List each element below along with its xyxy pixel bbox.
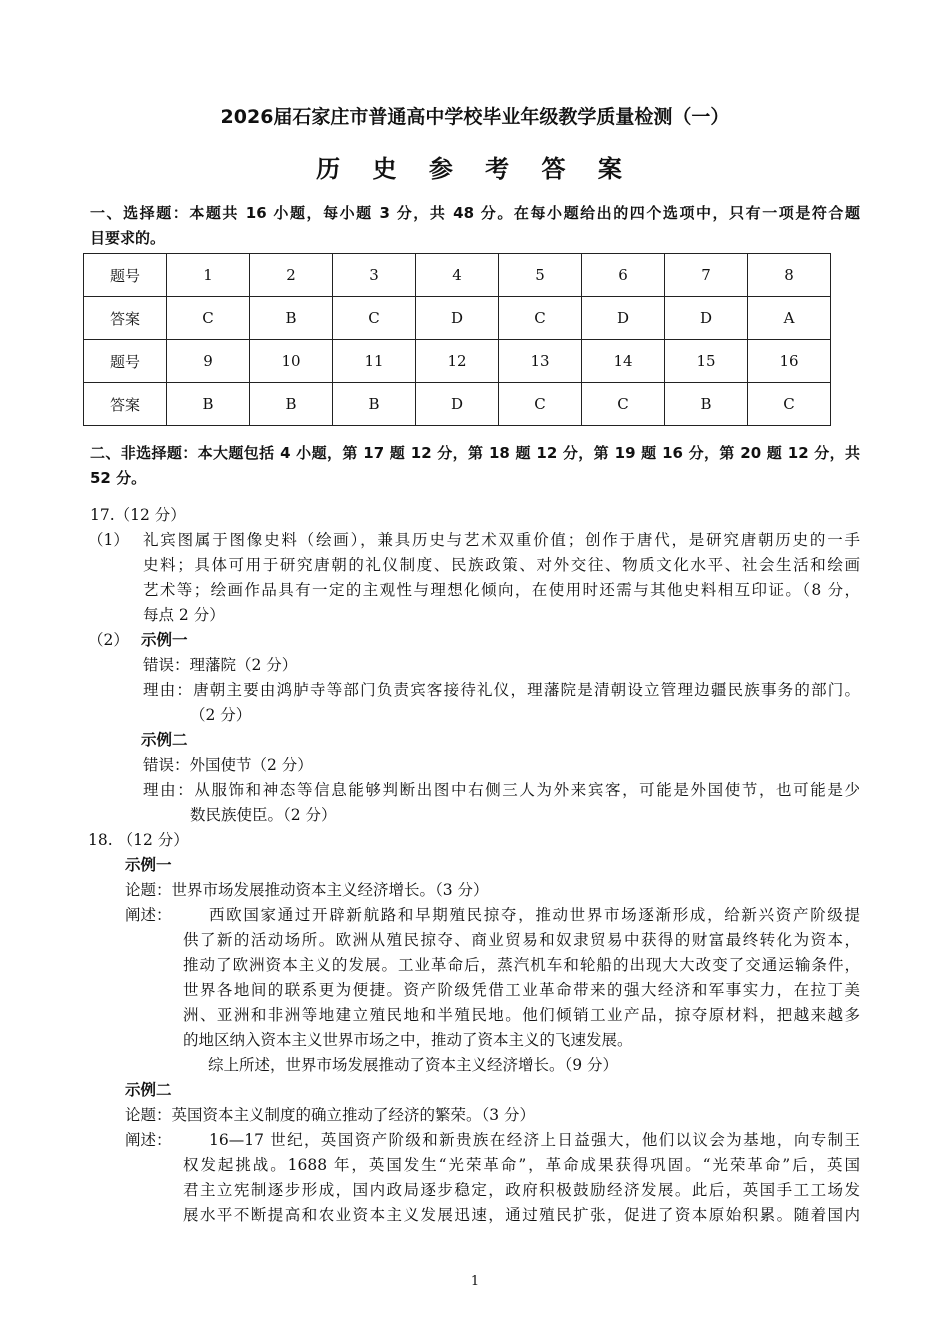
table-cell: 16 (748, 340, 831, 383)
reason-line (143, 778, 860, 803)
answer-table (83, 253, 831, 426)
text-line: 洲、亚洲和非洲等地建立殖民地和半殖民地。他们倾销工业产品，掠夺原材料，把越来越多 (183, 1006, 860, 1024)
error-line: 错误：理藩院（2 分） (143, 656, 298, 674)
heading-line: 一、选择题：本题共 16 小题，每小题 3 分，共 48 分。在每小题给出的四个选项中，只有一项是符合题 (90, 204, 860, 222)
table-cell: 4 (416, 254, 499, 297)
table-row (84, 254, 831, 297)
table-cell: C (167, 297, 250, 340)
text-line: 君主立宪制逐步形成，国内政局逐步稳定，政府积极鼓励经济发展。此后，英国手工工场发 (183, 1181, 860, 1199)
example-title: 示例一 (125, 856, 172, 874)
example-title: 示例二 (141, 731, 188, 749)
table-cell: B (250, 297, 333, 340)
conclusion-line: 综上所述，世界市场发展推动了资本主义经济增长。（9 分） (208, 1056, 619, 1074)
text-line: 西欧国家通过开辟新航路和早期殖民掠夺，推动世界市场逐渐形成，给新兴资产阶级提 (209, 906, 860, 924)
table-cell: C (499, 297, 582, 340)
table-cell: B (250, 383, 333, 426)
error-line: 错误：外国使节（2 分） (143, 756, 313, 774)
table-cell: D (416, 383, 499, 426)
table-cell: B (665, 383, 748, 426)
table-cell: 8 (748, 254, 831, 297)
row-header-cell: 答案 (84, 297, 167, 340)
page-number: 1 (470, 1274, 480, 1289)
table-cell: 7 (665, 254, 748, 297)
example-title: 示例一 (141, 631, 188, 649)
section1-heading (90, 201, 860, 251)
text-line: 16—17 世纪，英国资产阶级和新贵族在经济上日益强大，他们以议会为基地，向专制王 (209, 1131, 860, 1149)
row-header-cell: 题号 (84, 340, 167, 383)
text-line: 史料；具体可用于研究唐朝的礼仪制度、民族政策、对外交往、物质文化水平、社会生活和绘画 (143, 556, 860, 574)
table-cell: B (167, 383, 250, 426)
table-row (84, 340, 831, 383)
desc-label: 阐述： (125, 1131, 172, 1149)
heading-line: 目要求的。 (90, 229, 166, 247)
table-cell: C (582, 383, 665, 426)
text-line: 的地区纳入资本主义世界市场之中，推动了资本主义的飞速发展。 (183, 1031, 633, 1049)
q18-label: 18. （12 分） (88, 831, 189, 849)
text-line: 供了新的活动场所。欧洲从殖民掠夺、商业贸易和奴隶贸易中获得的财富最终转化为资本， (183, 931, 860, 949)
table-cell: D (416, 297, 499, 340)
q17-part1-label: （1） (88, 531, 129, 549)
reason-line (143, 678, 860, 703)
section2-heading (90, 441, 860, 491)
thesis-line: 论题：世界市场发展推动资本主义经济增长。（3 分） (125, 881, 489, 899)
desc-label: 阐述： (125, 906, 172, 924)
q18-ex1-desc (183, 903, 860, 1078)
table-cell: 15 (665, 340, 748, 383)
table-cell: 2 (250, 254, 333, 297)
heading-line: 52 分。 (90, 469, 147, 487)
q18-ex2-desc (183, 1128, 860, 1228)
table-cell: 10 (250, 340, 333, 383)
q17-part2-label: （2） (88, 631, 129, 649)
text-line: 数民族使臣。（2 分） (190, 806, 337, 824)
table-cell: C (499, 383, 582, 426)
heading-line: 二、非选择题：本大题包括 4 小题，第 17 题 12 分，第 18 题 12 分，第 19 题 16 分，第 20 题 12 分，共 (90, 444, 860, 462)
document-subtitle: 历 史 参 考 答 案 (316, 155, 634, 183)
table-cell: 12 (416, 340, 499, 383)
table-cell: D (665, 297, 748, 340)
table-cell: 5 (499, 254, 582, 297)
text-line: 艺术等；绘画作品具有一定的主观性与理想化倾向，在使用时还需与其他史料相互印证。（8 分， (143, 581, 860, 599)
q17-label: 17.（12 分） (90, 506, 186, 524)
text-line: 礼宾图属于图像史料（绘画），兼具历史与艺术双重价值；创作于唐代，是研究唐朝历史的一手 (143, 531, 860, 549)
table-cell: B (333, 383, 416, 426)
text-line: 展水平不断提高和农业资本主义发展迅速，通过殖民扩张，促进了资本原始积累。随着国内 (183, 1206, 860, 1224)
text-line: 理由：唐朝主要由鸿胪寺等部门负责宾客接待礼仪，理藩院是清朝设立管理边疆民族事务的部门。 (143, 681, 860, 699)
text-line: 理由：从服饰和神态等信息能够判断出图中右侧三人为外来宾客，可能是外国使节，也可能是少 (143, 781, 860, 799)
text-line: （2 分） (190, 706, 252, 724)
table-cell: 1 (167, 254, 250, 297)
table-cell: 11 (333, 340, 416, 383)
text-line: 每点 2 分） (143, 606, 225, 624)
table-cell: C (333, 297, 416, 340)
document-title: 2026届石家庄市普通高中学校毕业年级教学质量检测（一） (220, 106, 730, 128)
thesis-line: 论题：英国资本主义制度的确立推动了经济的繁荣。（3 分） (125, 1106, 536, 1124)
example-title: 示例二 (125, 1081, 172, 1099)
row-header-cell: 题号 (84, 254, 167, 297)
table-cell: 6 (582, 254, 665, 297)
q17-part1-text (143, 528, 860, 628)
table-cell: 9 (167, 340, 250, 383)
table-cell: D (582, 297, 665, 340)
table-cell: 13 (499, 340, 582, 383)
table-cell: A (748, 297, 831, 340)
text-line: 推动了欧洲资本主义的发展。工业革命后，蒸汽机车和轮船的出现大大改变了交通运输条件， (183, 956, 860, 974)
text-line: 世界各地间的联系更为便捷。资产阶级凭借工业革命带来的强大经济和军事实力，在拉丁美 (183, 981, 860, 999)
table-row (84, 297, 831, 340)
table-cell: 3 (333, 254, 416, 297)
row-header-cell: 答案 (84, 383, 167, 426)
table-row (84, 383, 831, 426)
text-line: 权发起挑战。1688 年，英国发生“光荣革命”，革命成果获得巩固。“光荣革命”后，英国 (183, 1156, 860, 1174)
table-cell: 14 (582, 340, 665, 383)
table-cell: C (748, 383, 831, 426)
